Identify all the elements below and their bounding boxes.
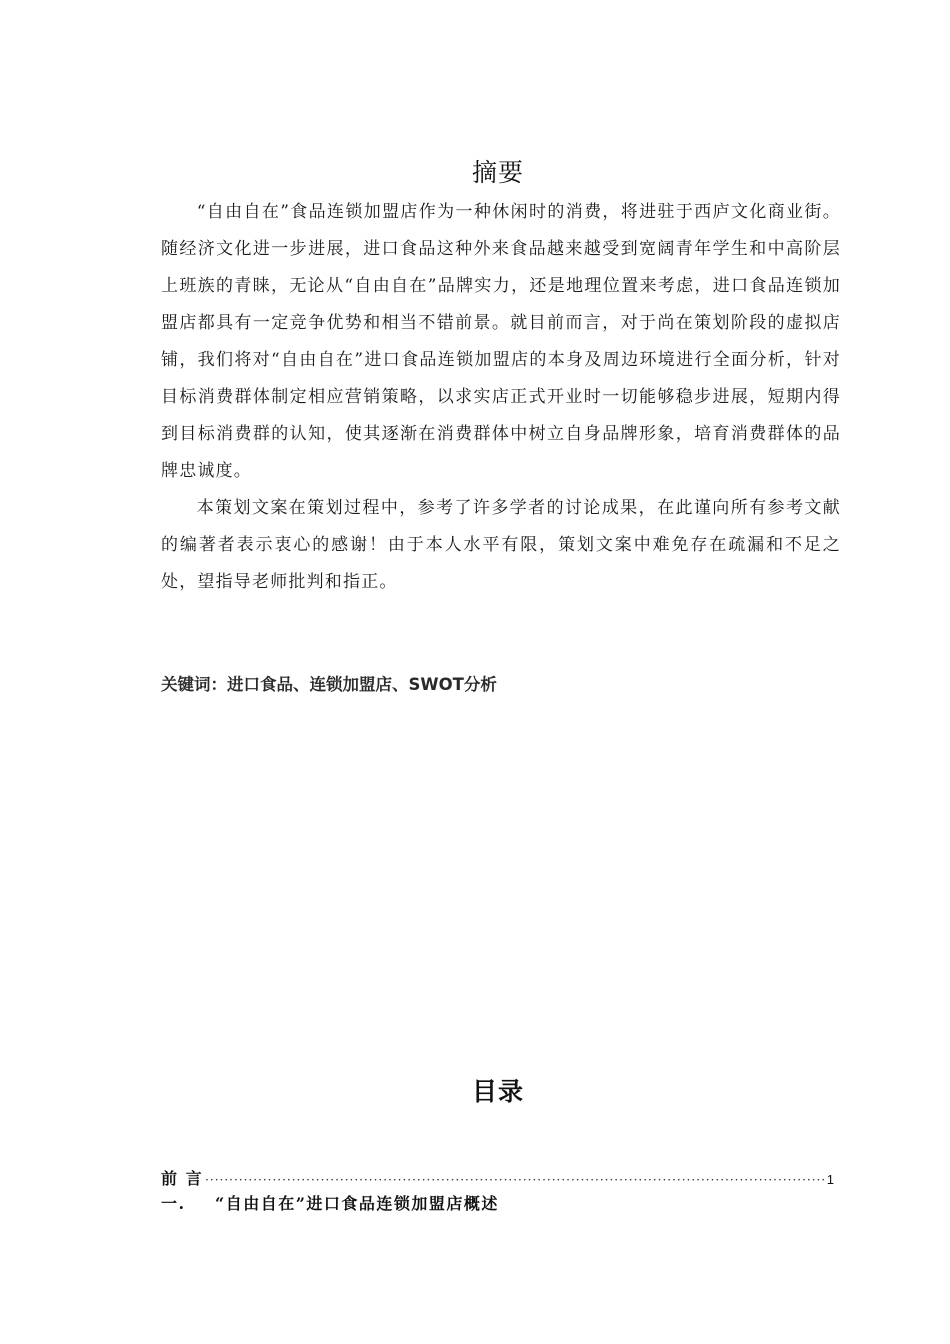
abstract-body <box>161 194 841 601</box>
toc-entry-title: “自由自在”进口食品连锁加盟店概述 <box>215 1194 499 1213</box>
toc-entry-label: 前 言 <box>161 1169 204 1188</box>
toc-entry-page: 1 <box>826 1172 834 1187</box>
keywords-line: 关键词：进口食品、连锁加盟店、SWOT分析 <box>161 675 497 694</box>
abstract-paragraph-2: 本策划文案在策划过程中，参考了许多学者的讨论成果，在此谨向所有参考文献的编著者表示衷心的感谢！由于本人水平有限，策划文案中难免存在疏漏和不足之处，望指导老师批判和指正。 <box>161 498 841 592</box>
toc-entry-preface[interactable] <box>161 1166 834 1191</box>
abstract-title: 摘要 <box>471 158 524 187</box>
toc-leader-dots <box>205 1168 825 1193</box>
toc-entry-label <box>161 1191 499 1216</box>
toc-entry-number: 一. <box>161 1194 186 1213</box>
table-of-contents <box>161 1166 834 1216</box>
toc-title: 目录 <box>471 1077 524 1106</box>
abstract-paragraph-1: “自由自在”食品连锁加盟店作为一种休闲时的消费，将进驻于西庐文化商业街。随经济文化进一步进展，进口食品这种外来食品越来越受到宽阔青年学生和中高阶层上班族的青睐，无论从“自由自在”品牌实力，还是地理位置来考虑，进口食品连锁加盟店都具有一定竞争优势和相当不错前景。就目前而言，对于尚在策划阶段的虚拟店铺，我们将对“自由自在”进口食品连锁加盟店的本身及周边环境进行全面分析，针对目标消费群体制定相应营销策略，以求实店正式开业时一切能够稳步进展，短期内得到目标消费群的认知，使其逐渐在消费群体中树立自身品牌形象，培育消费群体的品牌忠诚度。 <box>161 202 841 481</box>
toc-entry-chapter-1[interactable] <box>161 1191 834 1216</box>
